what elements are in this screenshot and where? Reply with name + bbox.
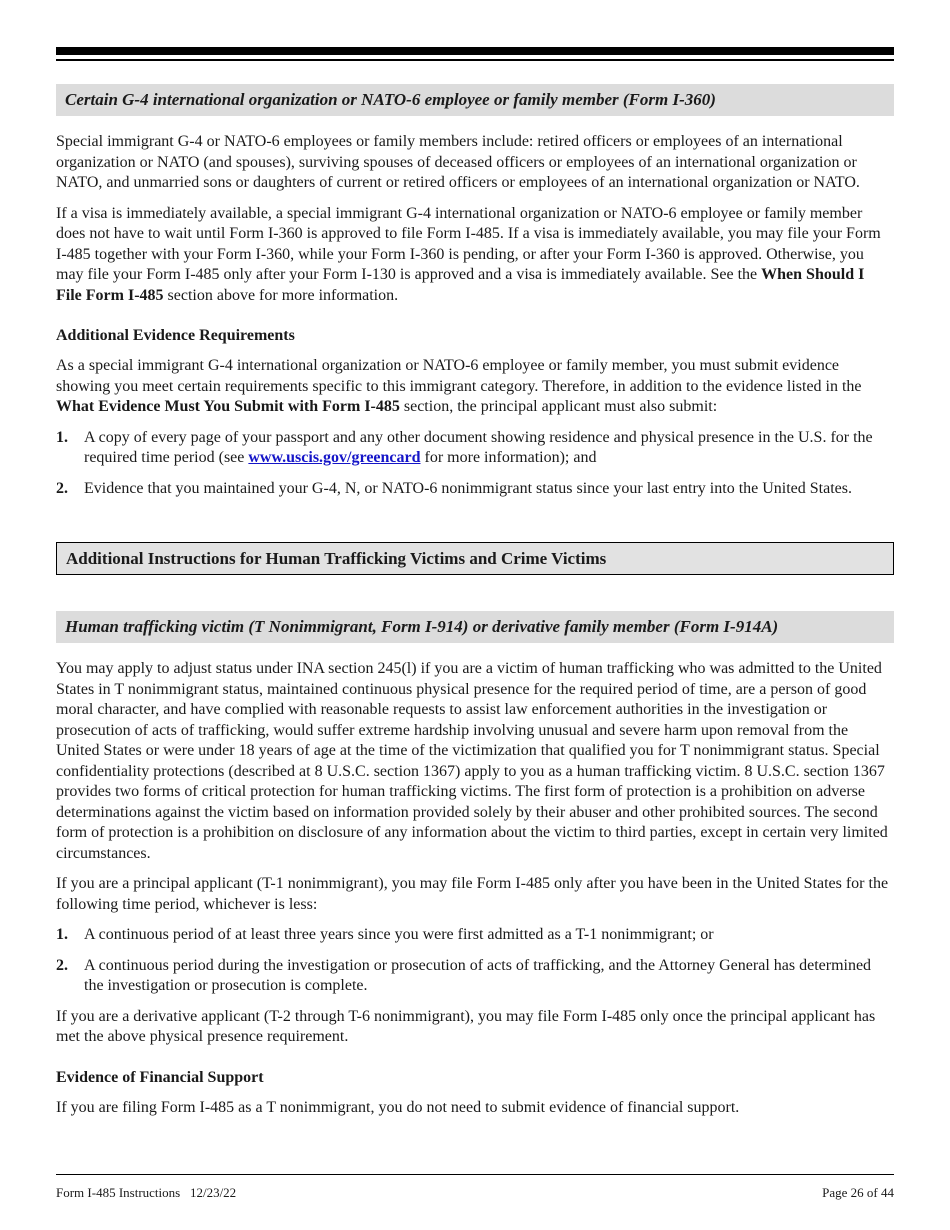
list-text: A continuous period of at least three years since you were first admitted as a T-1 nonimmigrant; or (84, 926, 714, 943)
text-run: for more information); and (420, 449, 597, 466)
footer-rule (56, 1174, 894, 1175)
bold-reference: When Should I File Form I-485 (56, 266, 865, 304)
boxed-section-heading: Additional Instructions for Human Trafficking Victims and Crime Victims (56, 542, 894, 575)
list-number: 2. (56, 479, 68, 497)
paragraph-g4-evidence (56, 356, 894, 418)
text-run: A copy of every page of your passport and any other document showing residence and physical presence in the U.S. for the required time period (see (84, 428, 873, 466)
list-number: 1. (56, 926, 68, 943)
paragraph-g4-filing (56, 204, 894, 307)
top-rule-thick (56, 47, 894, 55)
paragraph-g4-definition: Special immigrant G-4 or NATO-6 employees or family members include: retired officers or employees of an international organization or NATO (and spouses), surviving spouses of deceased officers or employees of an international organization or NATO, and unmarried sons or daughters of current or retired officers or employees of an international organization or NATO. (56, 133, 860, 191)
page-content (56, 84, 894, 1118)
list-text (84, 428, 894, 469)
document-page (56, 0, 894, 1230)
paragraph-principal-applicant: If you are a principal applicant (T-1 nonimmigrant), you may file Form I-485 only after you have been in the United States for the following time period, whichever is less: (56, 875, 889, 913)
bold-reference: What Evidence Must You Submit with Form I-485 (56, 398, 400, 415)
list-item (56, 428, 894, 469)
subheading-additional-evidence: Additional Evidence Requirements (56, 327, 295, 344)
list-text: A continuous period during the investigation or prosecution of acts of trafficking, and the Attorney General has determined the investigation or prosecution is complete. (84, 956, 872, 994)
list-item (56, 479, 894, 500)
list-item (56, 956, 894, 997)
subheading-financial-support: Evidence of Financial Support (56, 1068, 264, 1086)
text-run: As a special immigrant G-4 international organization or NATO-6 employee or family member, you must submit evidence showing you meet certain requirements specific to this immigrant category. Therefore, in addition to the evidence listed in the (56, 357, 862, 395)
footer-page-number: Page 26 of 44 (822, 1185, 894, 1200)
paragraph-derivative-applicant: If you are a derivative applicant (T-2 through T-6 nonimmigrant), you may file Form I-485 only once the principal applicant has met the above physical presence requirement. (56, 1007, 876, 1045)
section-heading-human-trafficking: Human trafficking victim (T Nonimmigrant, Form I-914) or derivative family member (Form I-914A) (56, 611, 894, 643)
list-number: 1. (56, 428, 68, 446)
list-text: Evidence that you maintained your G-4, N, or NATO-6 nonimmigrant status since your last entry into the United States. (84, 479, 852, 497)
list-item (56, 925, 894, 946)
uscis-greencard-link[interactable]: www.uscis.gov/greencard (248, 449, 421, 466)
list-number: 2. (56, 956, 68, 974)
text-run: section, the principal applicant must also submit: (399, 398, 718, 415)
top-rule-thin (56, 59, 894, 61)
paragraph-financial-support: If you are filing Form I-485 as a T nonimmigrant, you do not need to submit evidence of financial support. (56, 1098, 740, 1116)
footer-form-id: Form I-485 Instructions 12/23/22 (56, 1185, 237, 1200)
section-heading-g4-nato6: Certain G-4 international organization or NATO-6 employee or family member (Form I-360) (56, 84, 894, 116)
text-run: If a visa is immediately available, a special immigrant G-4 international organization or NATO-6 employee or family member does not have to wait until Form I-360 is approved to file Form I-485. If a visa is immediately available, you may file your Form I-485 together with your Form I-360, while your Form I-360 is pending, or after your Form I-360 is approved. Otherwise, you may file your Form I-485 only after your Form I-130 is approved and a visa is immediately available. See the (56, 204, 881, 283)
paragraph-trafficking-eligibility: You may apply to adjust status under INA section 245(l) if you are a victim of human trafficking who was admitted to the United States in T nonimmigrant status, maintained continuous physical presence for the required period of time, are a person of good moral character, and have complied with reasonable requests to assist law enforcement authorities in the investigation or prosecution of acts of trafficking, would suffer extreme hardship involving unusual and severe harm upon removal from the United States or were under 18 years of age at the time of the victimization that qualified you for T nonimmigrant status. Special confidentiality protections (described at 8 U.S.C. section 1367) apply to you as a human trafficking victim. 8 U.S.C. section 1367 provides two forms of critical protection for human trafficking victims. The first form of protection is a prohibition on adverse determinations against the victim based on information provided solely by their abuser and other prohibited sources. The second form of protection is a prohibition on disclosure of any information about the victim to third parties, except in certain very limited circumstances. (56, 660, 888, 862)
text-run: section above for more information. (163, 286, 399, 304)
